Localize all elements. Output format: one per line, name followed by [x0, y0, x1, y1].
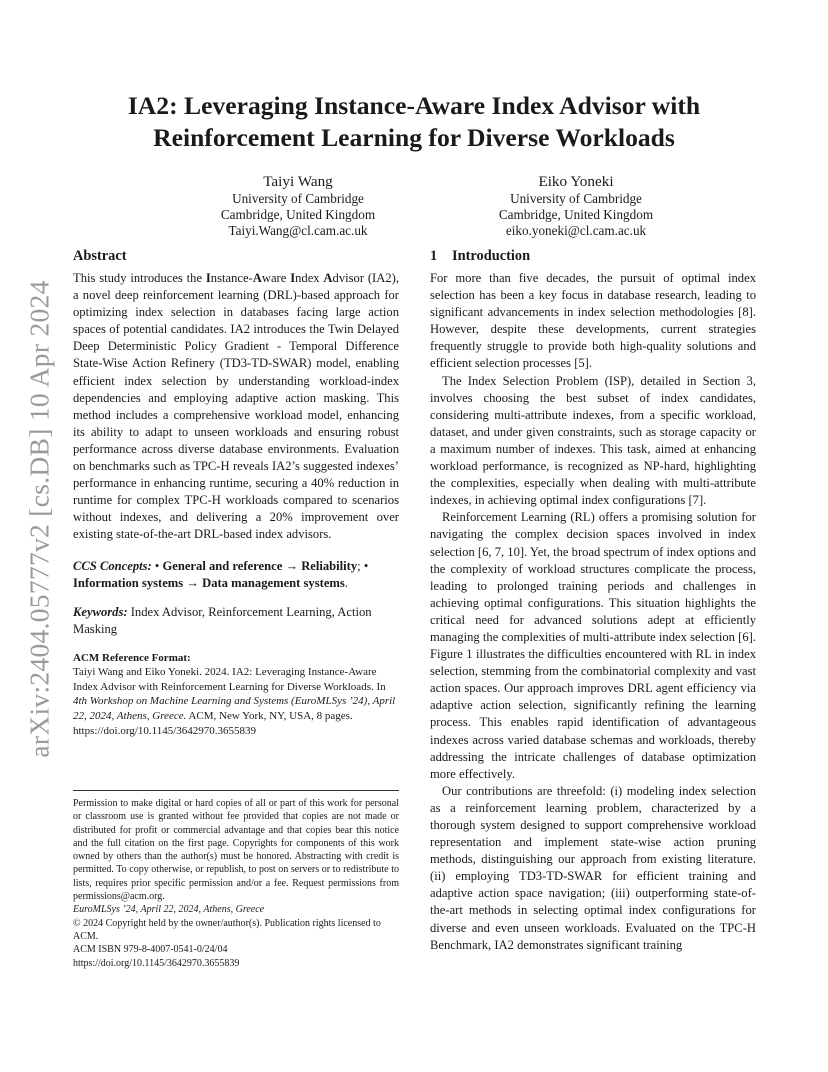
author-email[interactable]: eiko.yoneki@cl.cam.ac.uk	[505, 223, 647, 238]
abstract-heading: Abstract	[73, 248, 127, 264]
doi-link[interactable]: https://doi.org/10.1145/3642970.3655839	[73, 957, 240, 969]
author-block-1	[148, 172, 448, 239]
arxiv-stamp-text: arXiv:2404.05777v2 [cs.DB] 10 Apr 2024	[24, 280, 55, 758]
author-name: Taiyi Wang	[263, 173, 333, 190]
right-column	[430, 248, 756, 954]
permission-notice	[73, 790, 399, 970]
section-number: 1	[430, 248, 438, 264]
introduction-heading	[430, 248, 756, 265]
author-name: Eiko Yoneki	[538, 173, 614, 190]
intro-paragraph-1: For more than five decades, the pursuit of optimal index selection has been a key focus in database research, leading to significant advancements in index selection methodologies [8]. However, despite these developments, current strategies frequently struggle to provide both high-quality solutions and efficient selection processes [5].	[430, 271, 756, 371]
acm-reference-heading: ACM Reference Format:	[73, 651, 191, 664]
isbn-line: ACM ISBN 979-8-4007-0541-0/24/04	[73, 944, 228, 956]
left-column	[73, 248, 399, 739]
author-affiliation: University of Cambridge	[510, 191, 642, 206]
intro-paragraph-2: The Index Selection Problem (ISP), detailed in Section 3, involves choosing the best subset of index candidates, considering multi-attribute indexes, from a specific workload, dataset, and under given constraints, such as storage capacity or a maximum number of indexes. This task, aimed at enhancing workload performance, is recognized as NP-hard, highlighting the complexities, especially when dealing with multi-attribute indexes, in achieving optimal index configurations [7].	[430, 373, 756, 508]
section-title: Introduction	[452, 248, 531, 264]
arxiv-stamp	[22, 280, 58, 758]
author-location: Cambridge, United Kingdom	[220, 207, 376, 222]
permission-venue: EuroMLSys ’24, April 22, 2024, Athens, Greece	[73, 904, 265, 916]
copyright-line: © 2024 Copyright held by the owner/author(s). Publication rights licensed to ACM.	[73, 917, 381, 942]
acm-reference-text: Taiyi Wang and Eiko Yoneki. 2024. IA2: Leveraging Instance-Aware Index Advisor with Reinforcement Learning for Diverse Workloads. In 4th Workshop on Machine Learning and Systems (EuroMLSys ’24), April 22, 2024, Athens, Greece. ACM, New York, NY, USA, 8 pages. https://doi.org/10.1145/3642970.3655839	[73, 665, 396, 738]
author-affiliation: University of Cambridge	[232, 191, 364, 206]
abstract-text: This study introduces the Instance-Aware Index Advisor (IA2), a novel deep reinforcement learning (DRL)-based approach for optimizing index selection in databases facing large action spaces of potential candidates. IA2 introduces the Twin Delayed Deep Deterministic Policy Gradient - Temporal Difference State-Wise Action Refinery (TD3-TD-SWAR) model, enabling efficient index selection by understanding workload-index dependencies and employing adaptive action masking. This method includes a comprehensive workload model, enhancing its ability to adapt to unseen workloads and ensuring robust performance across diverse database environments. Evaluation on benchmarks such as TPC-H reveals IA2’s suggested indexes’ performance in enhancing runtime, securing a 40% reduction in runtime for complex TPC-H workloads compared to scenarios without indexes, and delivering a 20% improvement over existing state-of-the-art DRL-based index advisors.	[73, 271, 399, 542]
intro-paragraph-3: Reinforcement Learning (RL) offers a promising solution for navigating the complex decision spaces involved in index selection [6, 7, 10]. Yet, the broad spectrum of index options and the complexity of workload structures complicate the process, leading to prolonged training periods and challenges in achieving optimal configurations. This situation highlights the critical need for advanced solutions adept at efficiently managing the complexities of multi-attribute index selection [6]. Figure 1 illustrates the difficulties encountered with RL in index selection, stemming from the combinatorial complexity and vast action spaces. Our approach improves DRL agent efficiency via adaptive action selection, significantly refining the learning process. This enables rapid identification of advantageous indexes across varied database schemas and workloads, thereby addressing the intricate challenges of database optimization more effectively.	[430, 510, 756, 781]
paper-title	[80, 90, 748, 154]
keywords: Keywords: Index Advisor, Reinforcement Learning, Action Masking	[73, 604, 372, 636]
intro-paragraph-4: Our contributions are threefold: (i) modeling index selection as a reinforcement learning problem, characterized by a thorough system designed to support comprehensive workload representation and implement state-wise action pruning methods, distinguishing our approach from existing literature. (ii) employing TD3-TD-SWAR for efficient training and adaptive action space navigation; (iii) outperforming state-of-the-art methods in selecting optimal index configurations for diverse and even unseen workloads. Evaluated on the TPC-H Benchmark, IA2 demonstrates significant training	[430, 783, 756, 952]
author-email[interactable]: Taiyi.Wang@cl.cam.ac.uk	[228, 223, 368, 238]
title-line-1: IA2: Leveraging Instance-Aware Index Advisor with	[127, 91, 701, 120]
author-location: Cambridge, United Kingdom	[498, 207, 654, 222]
permission-text: Permission to make digital or hard copies of all or part of this work for personal or classroom use is granted without fee provided that copies are not made or distributed for profit or commercial advantage and that copies bear this notice and the full citation on the first page. Copyrights for components of this work owned by others than the author(s) must be honored. Abstracting with credit is permitted. To copy otherwise, or republish, to post on servers or to redistribute to lists, requires prior specific permission and/or a fee. Request permissions from permissions@acm.org.	[73, 798, 399, 903]
title-line-2: Reinforcement Learning for Diverse Workloads	[153, 123, 675, 152]
author-block-2	[426, 172, 726, 239]
ccs-concepts: CCS Concepts: • General and reference → Reliability; • Information systems → Data management systems.	[73, 558, 369, 590]
